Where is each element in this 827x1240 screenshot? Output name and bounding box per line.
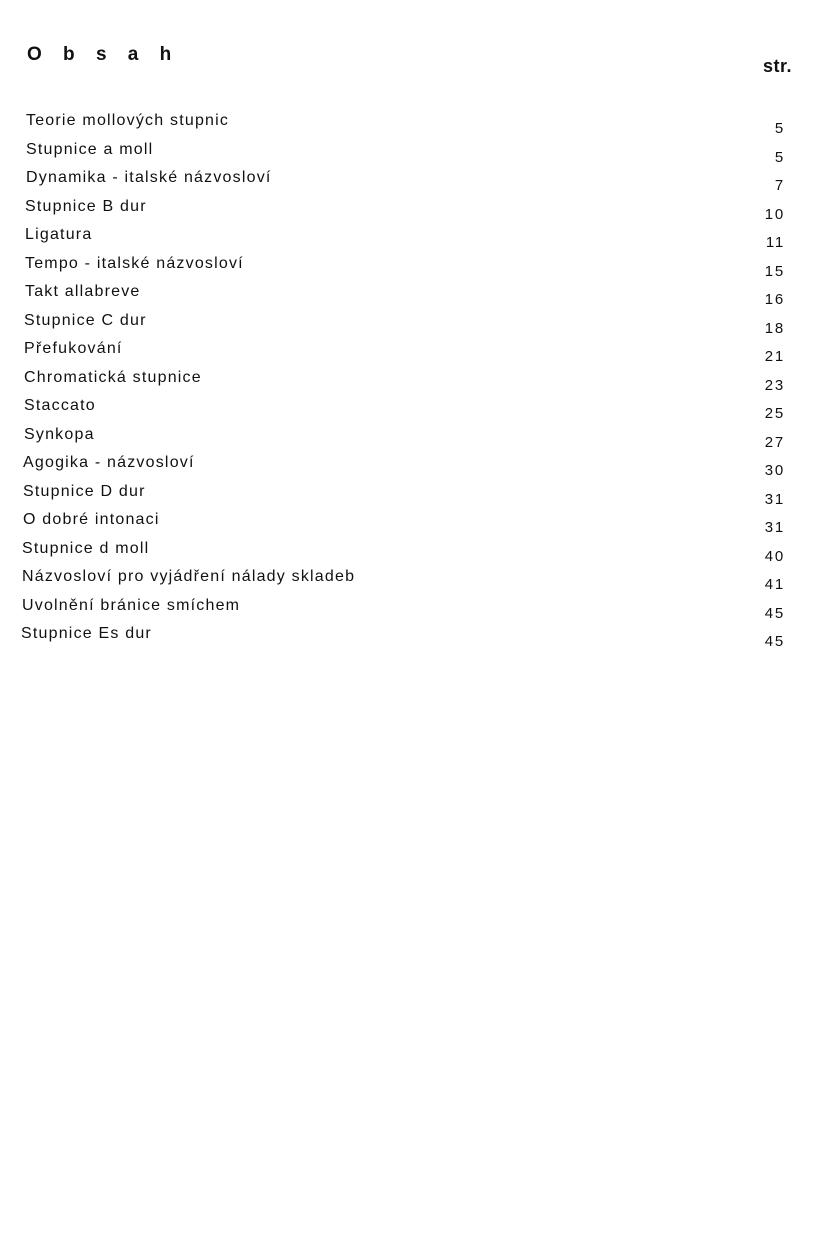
toc-entry-page: 23 xyxy=(764,376,785,394)
toc-entry-page: 30 xyxy=(764,462,785,479)
toc-entry-title: Uvolnění bránice smíchem xyxy=(22,596,241,614)
toc-entry-title: Agogika - názvosloví xyxy=(23,454,195,471)
toc-entry-page: 7 xyxy=(774,177,785,194)
toc-entry-title: Tempo - italské názvosloví xyxy=(25,254,244,272)
toc-entry xyxy=(0,340,827,369)
toc-entry-title: Stupnice C dur xyxy=(24,311,147,329)
toc-entry-page: 40 xyxy=(764,547,785,565)
toc-entry-title: Stupnice a moll xyxy=(26,140,154,158)
toc-entry-page: 27 xyxy=(764,433,785,451)
toc-entry-page: 11 xyxy=(765,234,785,251)
toc-entry-page: 15 xyxy=(764,262,785,280)
toc-entry-title: Stupnice B dur xyxy=(25,197,147,215)
toc-entry-page: 25 xyxy=(764,405,785,422)
toc-entry-title: Stupnice Es dur xyxy=(21,625,152,642)
toc-entry xyxy=(0,625,827,654)
toc-entry xyxy=(0,369,827,398)
toc-entry-title: Takt allabreve xyxy=(25,283,141,300)
toc-entry-page: 5 xyxy=(774,148,785,166)
toc-entry-title: Ligatura xyxy=(25,226,93,243)
table-of-contents xyxy=(0,112,827,654)
toc-entry xyxy=(0,169,827,198)
toc-entry-page: 5 xyxy=(774,120,785,137)
toc-entry-title: Názvosloví pro vyjádření nálady skladeb xyxy=(22,568,356,585)
toc-entry-title: O dobré intonaci xyxy=(23,511,160,528)
toc-entry-page: 41 xyxy=(764,576,785,593)
toc-entry xyxy=(0,141,827,170)
toc-entry-page: 45 xyxy=(764,604,785,622)
toc-entry-page: 10 xyxy=(764,205,785,223)
toc-entry-title: Chromatická stupnice xyxy=(24,368,202,386)
toc-entry xyxy=(0,454,827,483)
toc-entry xyxy=(0,597,827,626)
toc-entry xyxy=(0,483,827,512)
toc-entry-page: 31 xyxy=(764,519,785,536)
toc-entry-page: 18 xyxy=(764,319,785,337)
toc-entry xyxy=(0,255,827,284)
toc-entry xyxy=(0,426,827,455)
page-title: O b s a h xyxy=(27,44,180,65)
toc-entry xyxy=(0,226,827,255)
toc-entry-title: Stupnice d moll xyxy=(22,539,150,557)
toc-entry-title: Přefukování xyxy=(24,340,123,357)
toc-entry-page: 16 xyxy=(764,291,785,308)
toc-entry-page: 21 xyxy=(764,348,785,365)
toc-entry-title: Teorie mollových stupnic xyxy=(26,112,230,129)
toc-entry-title: Synkopa xyxy=(24,425,95,443)
toc-entry xyxy=(0,511,827,540)
toc-entry xyxy=(0,112,827,141)
toc-entry xyxy=(0,312,827,341)
toc-entry-title: Stupnice D dur xyxy=(23,482,146,500)
toc-entry-page: 31 xyxy=(764,490,785,508)
toc-entry xyxy=(0,397,827,426)
toc-entry-page: 45 xyxy=(764,633,785,650)
toc-entry xyxy=(0,568,827,597)
page-column-label: str. xyxy=(763,56,793,76)
toc-entry xyxy=(0,540,827,569)
toc-entry xyxy=(0,198,827,227)
toc-entry xyxy=(0,283,827,312)
toc-entry-title: Staccato xyxy=(24,397,96,414)
toc-entry-title: Dynamika - italské názvosloví xyxy=(26,169,272,186)
